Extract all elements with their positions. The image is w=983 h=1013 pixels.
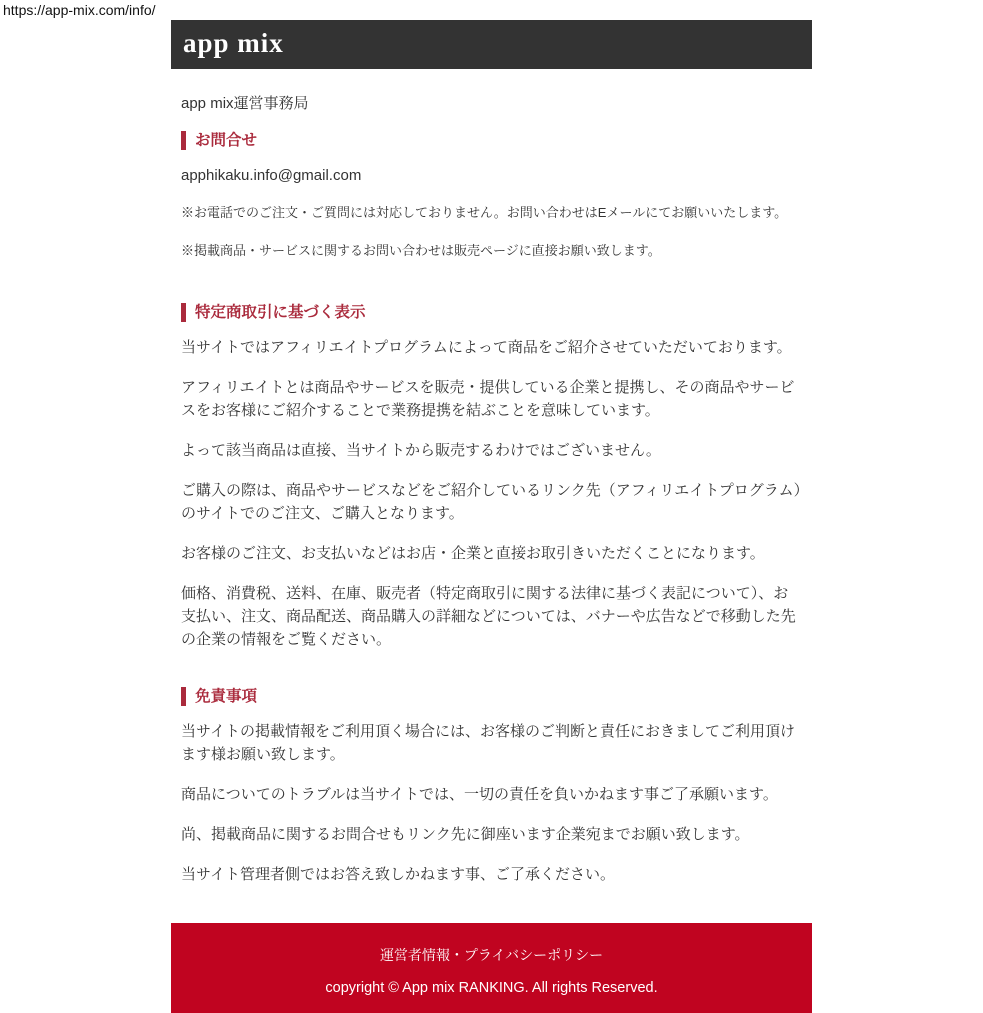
paragraph: 価格、消費税、送料、在庫、販売者（特定商取引に関する法律に基づく表記について）、お支払い、注文、商品配送、商品購入の詳細などについては、バナーや広告などで移動した先の企業の情報をご覧ください。 [181, 585, 796, 648]
paragraph: ご購入の際は、商品やサービスなどをご紹介しているリンク先（アフィリエイトプログラム）のサイトでのご注文、ご購入となります。 [181, 482, 802, 522]
contact-note: ※掲載商品・サービスに関するお問い合わせは販売ページに直接お願い致します。 [181, 243, 661, 258]
paragraph: 商品についてのトラブルは当サイトでは、一切の責任を負いかねます事ご了承願います。 [181, 786, 778, 803]
browser-url[interactable]: https://app-mix.com/info/ [3, 2, 156, 18]
section-contact [181, 131, 802, 261]
footer-privacy-policy-link[interactable]: 運営者情報・プライバシーポリシー [379, 947, 604, 963]
disclaimer-heading: 免責事項 [181, 687, 802, 706]
section-disclaimer [181, 687, 802, 886]
operator-name: app mix運営事務局 [181, 95, 309, 112]
paragraph: お客様のご注文、お支払いなどはお店・企業と直接お取引きいただくことになります。 [181, 545, 765, 562]
page-container [171, 20, 812, 1013]
section-commerce-disclosure [181, 303, 802, 651]
site-footer [171, 923, 812, 1013]
paragraph: 当サイトの掲載情報をご利用頂く場合には、お客様のご判断と責任におきましてご利用頂けます様お願い致します。 [181, 723, 795, 763]
paragraph: 尚、掲載商品に関するお問合せもリンク先に御座います企業宛までお願い致します。 [181, 826, 750, 843]
footer-copyright: copyright © App mix RANKING. All rights Reserved. [325, 980, 658, 996]
contact-note: ※お電話でのご注文・ご質問には対応しておりません。お問い合わせはEメールにてお願いいたします。 [181, 205, 788, 220]
site-header [171, 20, 812, 69]
paragraph: よって該当商品は直接、当サイトから販売するわけではございません。 [181, 442, 661, 459]
paragraph: アフィリエイトとは商品やサービスを販売・提供している企業と提携し、その商品やサービスをお客様にご紹介することで業務提携を結ぶことを意味しています。 [181, 379, 795, 419]
paragraph: 当サイトではアフィリエイトプログラムによって商品をご紹介させていただいております。 [181, 339, 792, 356]
commerce-disclosure-heading: 特定商取引に基づく表示 [181, 303, 802, 322]
paragraph: 当サイト管理者側ではお答え致しかねます事、ご了承ください。 [181, 866, 615, 883]
contact-heading: お問合せ [181, 131, 802, 150]
site-logo[interactable]: app mix [183, 28, 284, 58]
contact-email: apphikaku.info@gmail.com [181, 167, 362, 184]
main-content [171, 92, 812, 886]
